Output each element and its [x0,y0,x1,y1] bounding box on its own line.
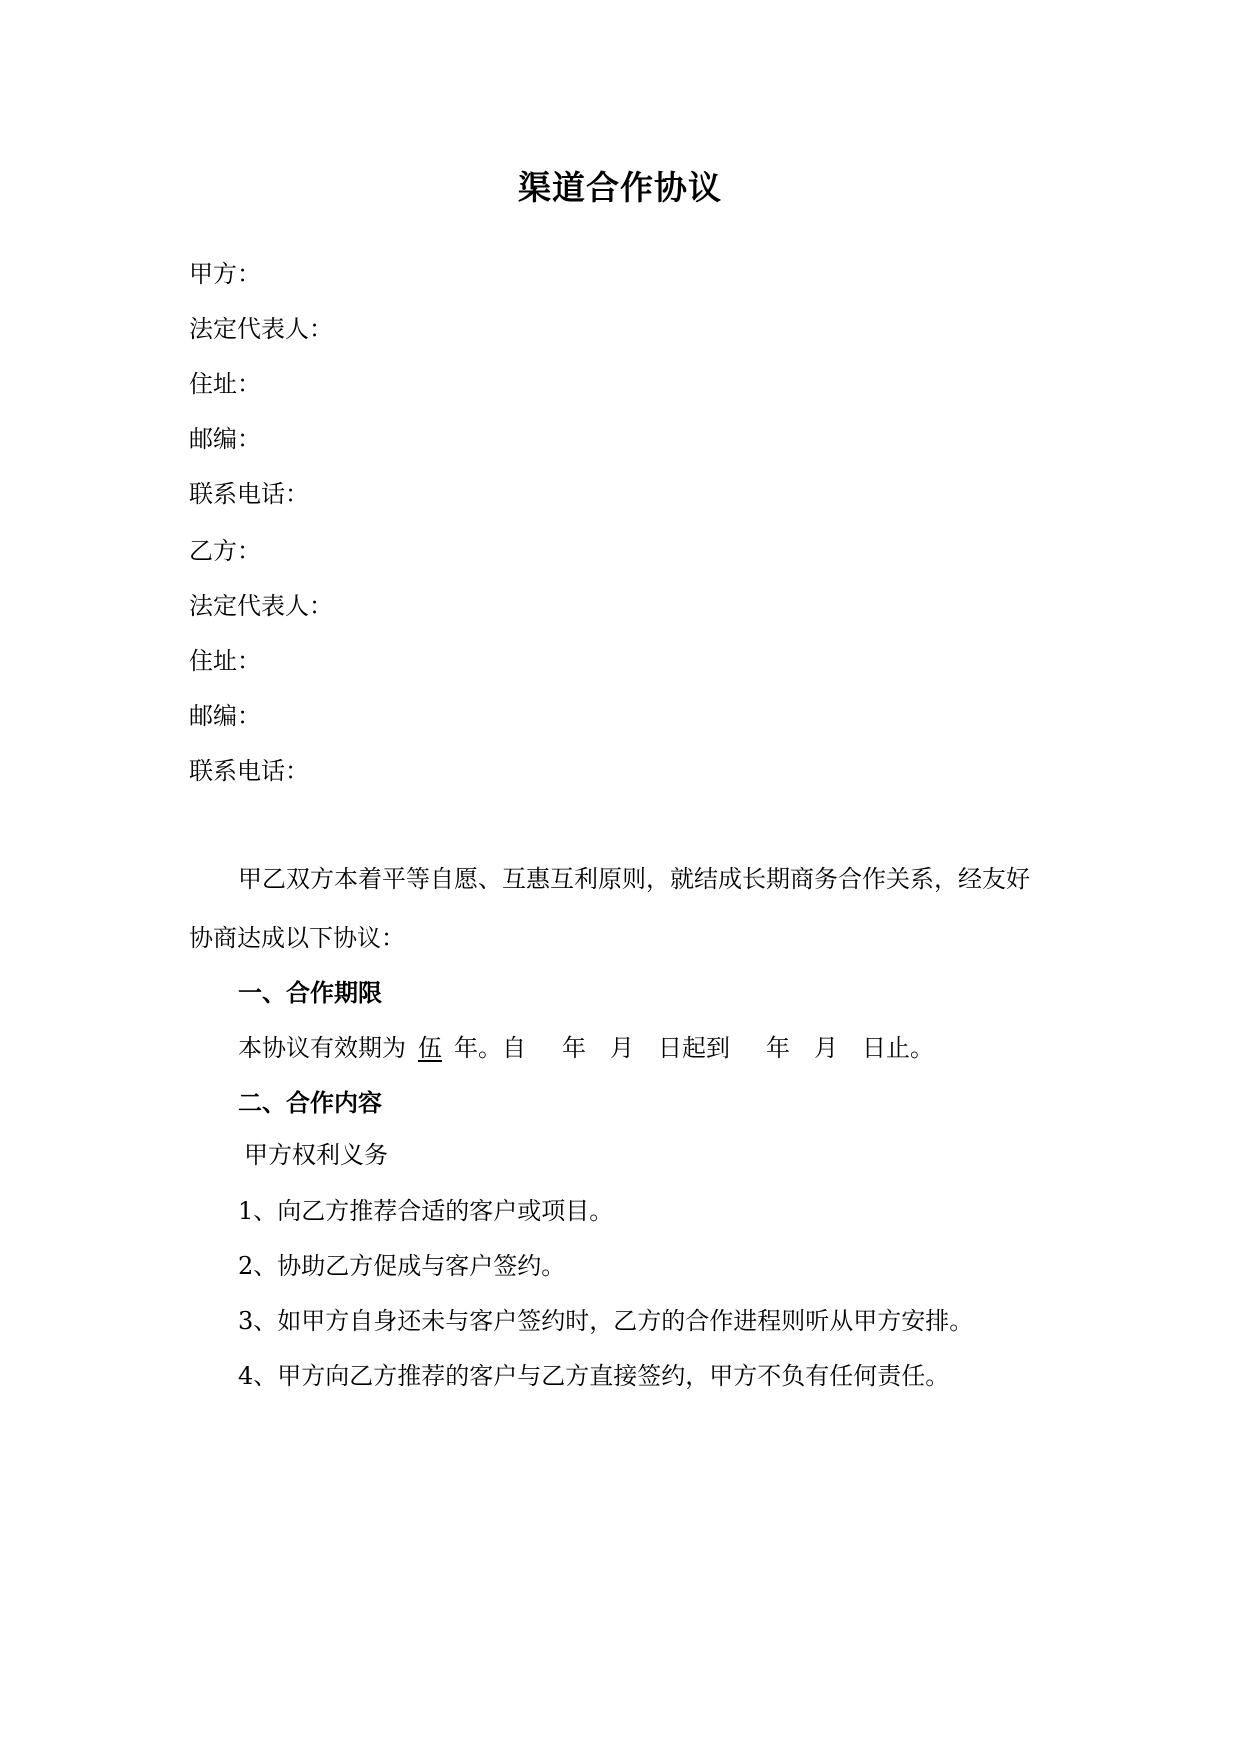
list-item: 4、甲方向乙方推荐的客户与乙方直接签约，甲方不负有任何责任。 [238,1362,950,1390]
list-item: 1、向乙方推荐合适的客户或项目。 [238,1197,614,1225]
end-month-label: 月 [814,1034,838,1062]
section-1-heading: 一、合作期限 [238,979,382,1007]
intro-paragraph-line-2: 协商达成以下协议： [189,924,405,952]
term-clause [238,1036,934,1060]
party-a-postcode-label: 邮编： [189,425,261,453]
start-day-to-label: 日起到 [658,1034,730,1062]
document-title: 渠道合作协议 [518,168,722,207]
party-b-phone-label: 联系电话： [189,757,309,785]
list-item: 3、如甲方自身还未与客户签约时，乙方的合作进程则听从甲方安排。 [238,1307,974,1335]
start-month-label: 月 [610,1034,634,1062]
party-a-rights-subheading: 甲方权利义务 [244,1141,388,1169]
party-a-representative-label: 法定代表人： [189,315,333,343]
party-b-postcode-label: 邮编： [189,702,261,730]
party-b-name-label: 乙方： [189,537,261,565]
term-prefix: 本协议有效期为 [238,1034,406,1062]
end-year-label: 年 [766,1034,790,1062]
party-b-representative-label: 法定代表人： [189,592,333,620]
end-day-label: 日止。 [862,1034,934,1062]
section-2-heading: 二、合作内容 [238,1089,382,1117]
term-year-unit: 年。自 [454,1034,526,1062]
party-a-name-label: 甲方： [189,260,261,288]
intro-paragraph-line-1: 甲乙双方本着平等自愿、互惠互利原则，就结成长期商务合作关系，经友好 [238,865,1030,893]
party-a-address-label: 住址： [189,370,261,398]
start-year-label: 年 [562,1034,586,1062]
term-value: 伍 [418,1034,442,1062]
list-item: 2、协助乙方促成与客户签约。 [238,1252,566,1280]
party-b-address-label: 住址： [189,647,261,675]
party-a-phone-label: 联系电话： [189,480,309,508]
